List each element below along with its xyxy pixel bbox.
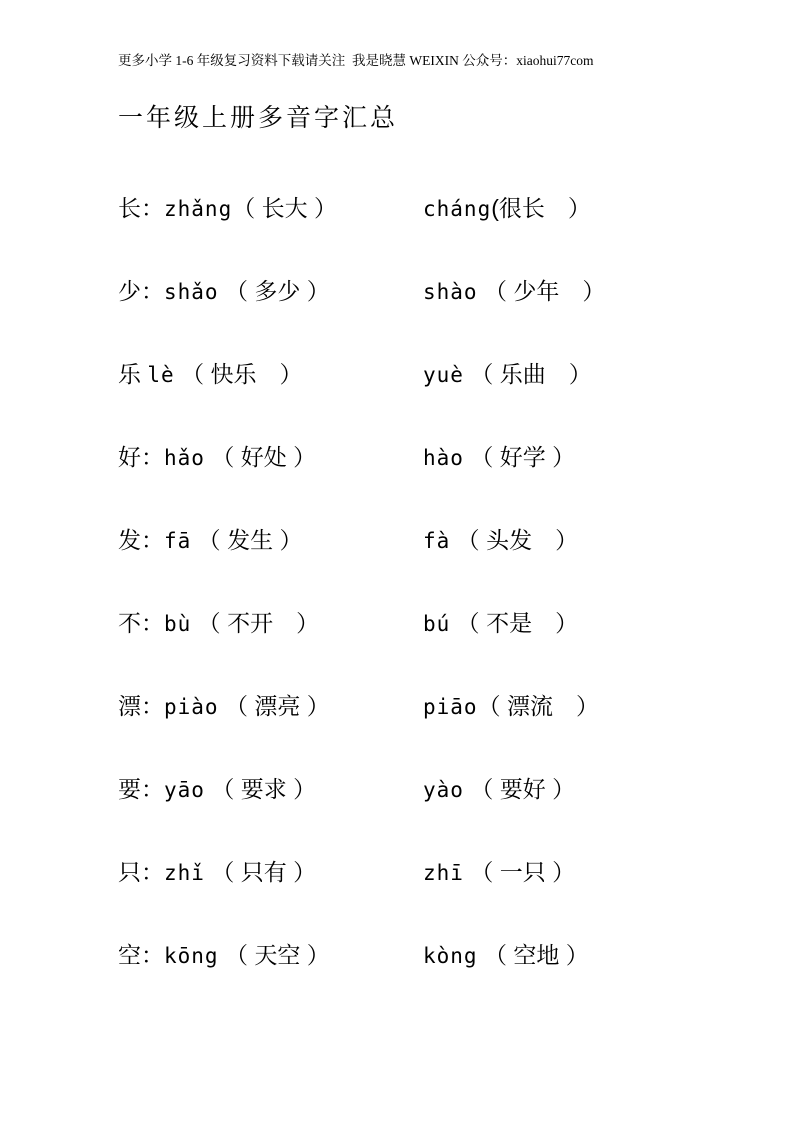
pinyin-second: piāo: [423, 695, 478, 719]
reading-right: [423, 857, 575, 888]
pinyin-second: kòng: [423, 944, 478, 968]
pinyin-second: yuè: [423, 363, 464, 387]
reading-left: [118, 525, 423, 556]
word-first: （ 快乐 ）: [174, 361, 303, 387]
char-head: 乐: [118, 361, 148, 387]
reading-left: [118, 691, 423, 722]
char-head: 好：: [118, 444, 164, 470]
word-second: （ 不是 ）: [450, 610, 579, 636]
polyphone-row-yao: [118, 774, 703, 804]
pinyin-first: shǎo: [164, 280, 219, 304]
word-second: （ 好学 ）: [463, 444, 576, 470]
reading-right: [423, 940, 589, 971]
word-first: （ 好处 ）: [204, 444, 317, 470]
reading-right: [423, 276, 605, 307]
reading-left: [118, 359, 423, 390]
pinyin-second: bú: [423, 612, 451, 636]
reading-left: [118, 774, 423, 805]
char-head: 发：: [118, 527, 164, 553]
word-first: （ 漂亮 ）: [218, 693, 330, 719]
pinyin-second: hào: [423, 446, 464, 470]
word-first: （ 多少 ）: [218, 278, 330, 304]
reading-right: [423, 774, 575, 805]
reading-right: [423, 691, 599, 722]
polyphone-row-piao: [118, 691, 703, 721]
reading-right: [423, 193, 591, 224]
pinyin-second: yào: [423, 778, 464, 802]
pinyin-first: zhǐ: [164, 861, 205, 885]
word-second: （ 少年 ）: [477, 278, 606, 304]
word-second: （ 一只 ）: [463, 859, 576, 885]
reading-right: [423, 525, 578, 556]
word-second: （ 乐曲 ）: [463, 361, 592, 387]
word-second: （ 漂流 ）: [477, 693, 599, 719]
reading-left: [118, 857, 423, 888]
char-head: 空：: [118, 942, 164, 968]
word-first: （ 不开 ）: [191, 610, 320, 636]
reading-left: [118, 442, 423, 473]
polyphone-list: [118, 193, 703, 970]
char-head: 要：: [118, 776, 164, 802]
char-head: 不：: [118, 610, 164, 636]
pinyin-first: fā: [164, 529, 192, 553]
pinyin-first: kōng: [164, 944, 219, 968]
char-head: 长：: [118, 195, 164, 221]
polyphone-row-chang: [118, 193, 703, 223]
word-second: （ 头发 ）: [450, 527, 579, 553]
word-first: （ 长大 ）: [232, 195, 337, 221]
pinyin-second: shào: [423, 280, 478, 304]
word-first: （ 发生 ）: [191, 527, 303, 553]
pinyin-first: hǎo: [164, 446, 205, 470]
pinyin-second: zhī: [423, 861, 464, 885]
pinyin-first: lè: [147, 363, 175, 387]
pinyin-first: piào: [164, 695, 219, 719]
pinyin-first: yāo: [164, 778, 205, 802]
reading-left: [118, 193, 423, 224]
polyphone-row-bu: [118, 608, 703, 638]
pinyin-second: cháng: [423, 197, 492, 221]
polyphone-row-hao: [118, 442, 703, 472]
pinyin-first: zhǎng: [164, 197, 233, 221]
polyphone-row-le: [118, 359, 703, 389]
polyphone-row-zhi: [118, 857, 703, 887]
word-first: （ 要求 ）: [204, 776, 317, 802]
promo-header-note: 更多小学 1-6 年级复习资料下载请关注 我是晓慧 WEIXIN 公众号：xiaohui77com: [118, 53, 594, 68]
pinyin-second: fà: [423, 529, 451, 553]
word-first: （ 只有 ）: [204, 859, 317, 885]
reading-right: [423, 359, 592, 390]
pinyin-first: bù: [164, 612, 192, 636]
polyphone-row-fa: [118, 525, 703, 555]
page-title: 一年级上册多音字汇总: [118, 104, 399, 132]
char-head: 只：: [118, 859, 164, 885]
reading-right: [423, 608, 578, 639]
reading-left: [118, 276, 423, 307]
word-second: （ 要好 ）: [463, 776, 576, 802]
char-head: 少：: [118, 278, 164, 304]
word-second: (很长 ）: [491, 195, 591, 221]
word-first: （ 天空 ）: [218, 942, 330, 968]
reading-left: [118, 608, 423, 639]
polyphone-row-kong: [118, 940, 703, 970]
polyphone-row-shao: [118, 276, 703, 306]
reading-right: [423, 442, 575, 473]
reading-left: [118, 940, 423, 971]
char-head: 漂：: [118, 693, 164, 719]
word-second: （ 空地 ）: [477, 942, 589, 968]
